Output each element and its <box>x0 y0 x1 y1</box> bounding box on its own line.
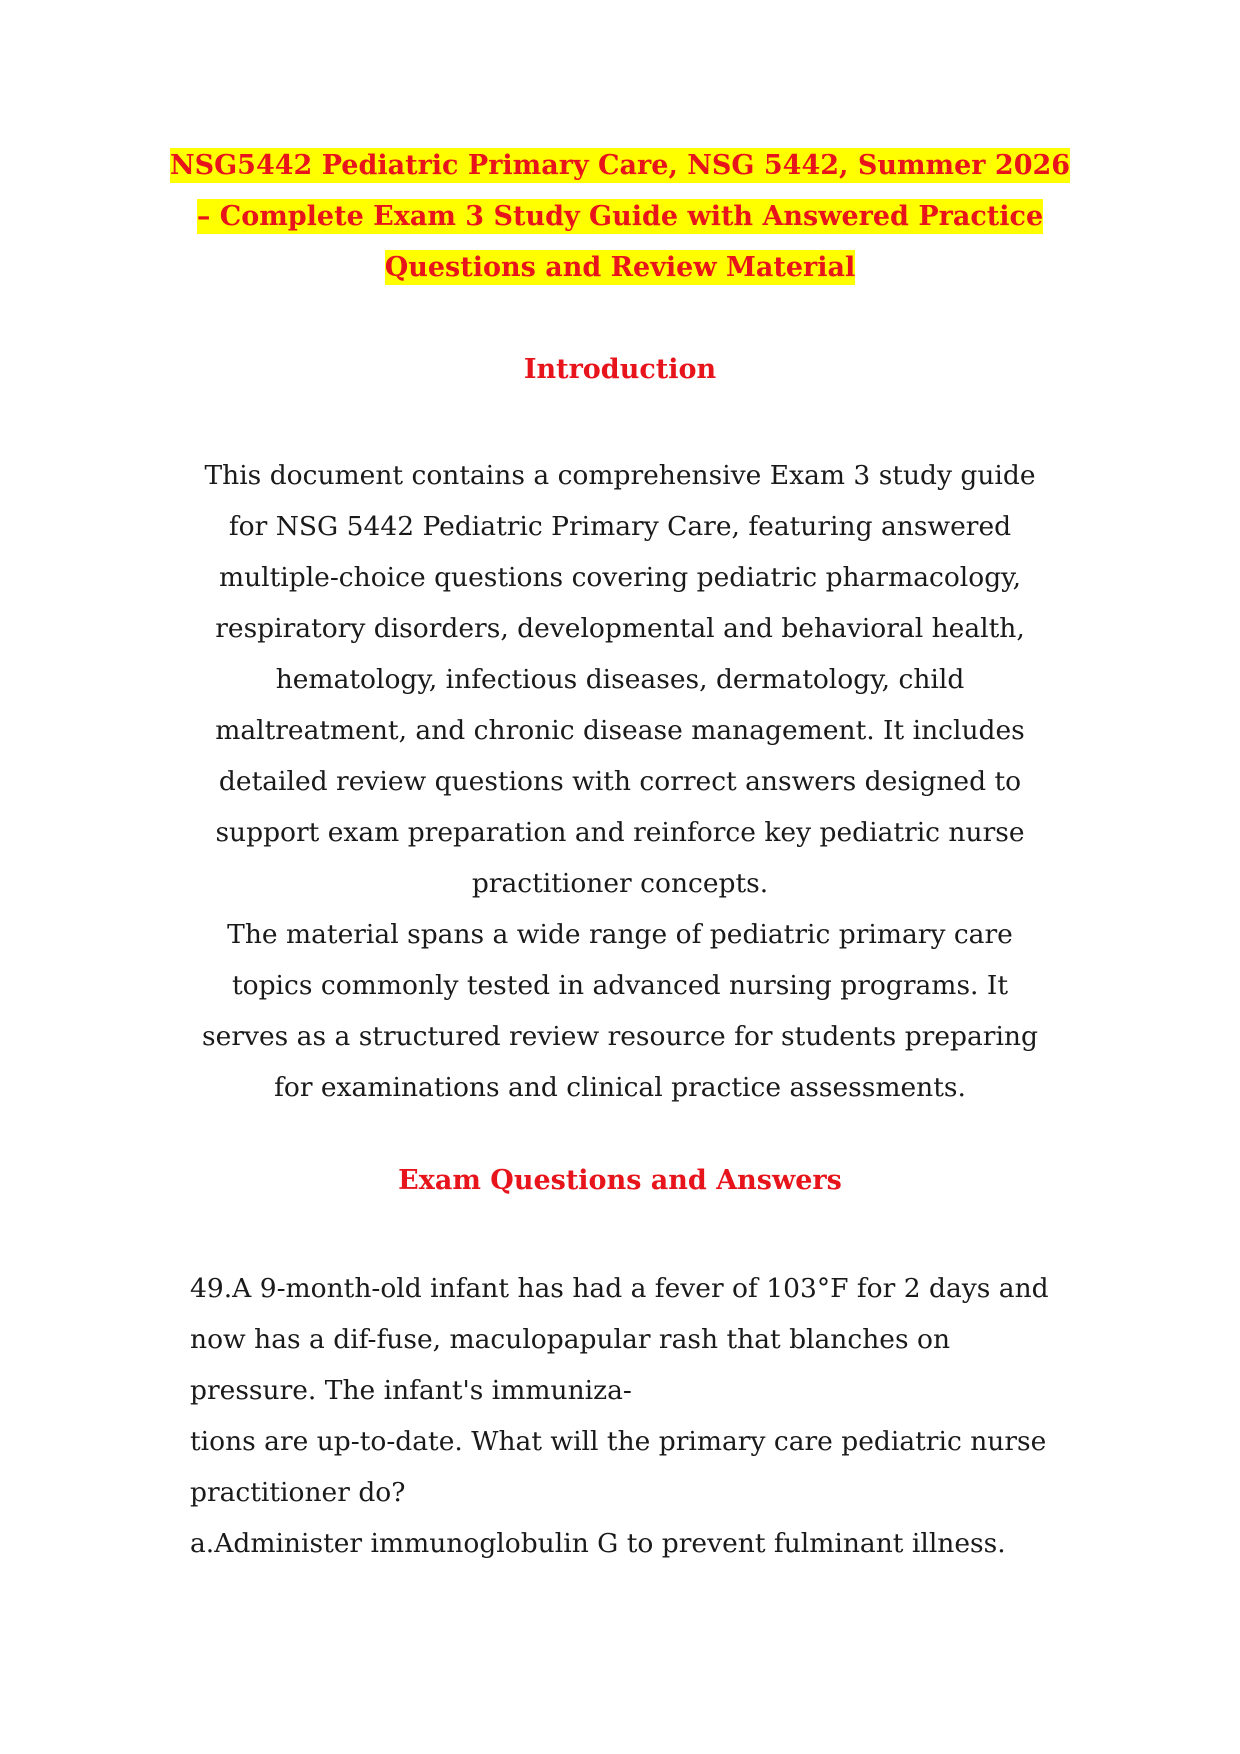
title-line: Questions and Review Material <box>384 252 856 283</box>
exam-questions-heading: Exam Questions and Answers <box>398 1165 842 1196</box>
document-title <box>150 140 1090 293</box>
title-line: – Complete Exam 3 Study Guide with Answered Practice <box>196 201 1044 232</box>
title-line: NSG5442 Pediatric Primary Care, NSG 5442, Summer 2026 <box>169 150 1071 181</box>
question-49 <box>190 1263 1070 1569</box>
introduction-heading: Introduction <box>523 354 717 385</box>
question-stem: 49.A 9-month-old infant has had a fever of 103°F for 2 days and now has a dif-fuse, maculopapular rash that blanches on pressure. The infant's immuniza- <box>190 1273 1049 1406</box>
answer-option-a: a.Administer immunoglobulin G to prevent fulminant illness. <box>190 1528 1006 1559</box>
intro-paragraph: This document contains a comprehensive Exam 3 study guide for NSG 5442 Pediatric Primary Care, featuring answered multiple-choice questions covering pediatric pharmacology, respiratory disorders, developmental and behavioral health, hematology, infectious diseases, dermatology, child maltreatment, and chronic disease management. It includes detailed review questions with correct answers designed to support exam preparation and reinforce key pediatric nurse practitioner concepts. <box>204 460 1036 899</box>
question-stem-continued: tions are up-to-date. What will the primary care pediatric nurse practitioner do? <box>190 1426 1047 1508</box>
introduction-body <box>190 450 1050 1113</box>
intro-paragraph: The material spans a wide range of pediatric primary care topics commonly tested in advanced nursing programs. It serves as a structured review resource for students preparing for examinations and clinical practice assessments. <box>202 919 1038 1103</box>
